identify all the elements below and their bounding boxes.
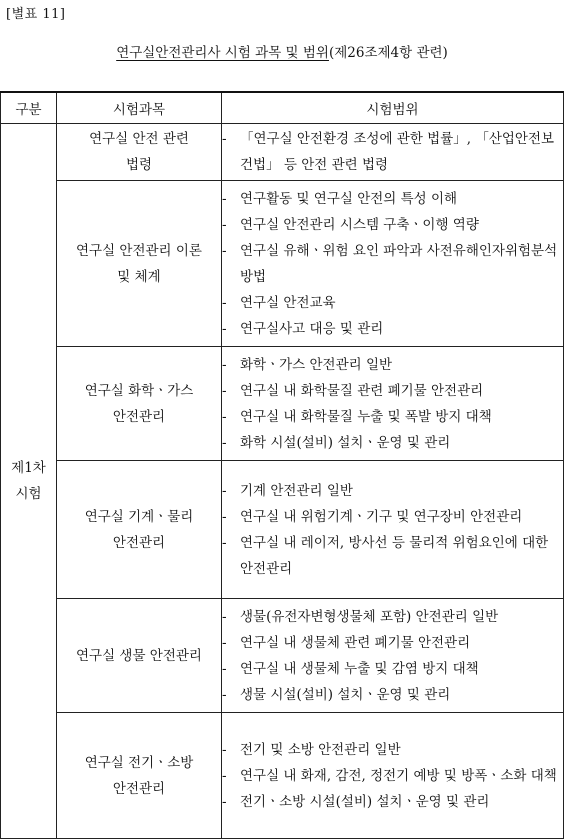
subject-cell: 연구실 기계ㆍ물리 안전관리 xyxy=(57,461,222,599)
scope-item xyxy=(222,316,563,342)
table-row xyxy=(1,347,564,461)
scope-item xyxy=(222,682,563,708)
bullet-dash: - xyxy=(222,382,227,399)
scope-item-text: 연구실 내 레이저, 방사선 등 물리적 위험요인에 대한 안전관리 xyxy=(240,534,549,577)
table-row xyxy=(1,181,564,347)
scope-list xyxy=(222,478,563,582)
scope-item xyxy=(222,604,563,630)
bullet-dash: - xyxy=(222,686,227,703)
table-row xyxy=(1,124,564,181)
scope-item xyxy=(222,789,563,815)
bullet-dash: - xyxy=(222,634,227,651)
table-row xyxy=(1,713,564,839)
scope-item-text: 연구실 유해ㆍ위험 요인 파악과 사전유해인자위험분석 방법 xyxy=(240,242,558,285)
scope-cell xyxy=(222,713,564,839)
appendix-label: [별표 11] xyxy=(6,7,66,22)
scope-list xyxy=(222,737,563,815)
bullet-dash: - xyxy=(222,482,227,499)
scope-item-text: 전기 및 소방 안전관리 일반 xyxy=(240,741,401,758)
bullet-dash: - xyxy=(222,294,227,311)
document-title xyxy=(0,41,564,61)
bullet-dash: - xyxy=(222,216,227,233)
bullet-dash: - xyxy=(222,660,227,677)
header-subject: 시험과목 xyxy=(57,92,222,124)
scope-item xyxy=(222,290,563,316)
scope-item-text: 연구실 안전관리 시스템 구축ㆍ이행 역량 xyxy=(240,216,479,233)
scope-item xyxy=(222,763,563,789)
scope-item xyxy=(222,404,563,430)
scope-list xyxy=(222,352,563,456)
table-row xyxy=(1,599,564,713)
scope-item xyxy=(222,212,563,238)
bullet-dash: - xyxy=(222,508,227,525)
scope-item xyxy=(222,630,563,656)
bullet-dash: - xyxy=(222,608,227,625)
document-title-reference: (제26조제4항 관련) xyxy=(328,45,448,61)
scope-item xyxy=(222,530,563,582)
division-cell: 제1차 시험 xyxy=(1,124,57,839)
document-title-main: 연구실안전관리사 시험 과목 및 범위 xyxy=(116,45,329,61)
scope-item-text: 연구실 안전교육 xyxy=(240,294,336,311)
scope-item-text: 연구실 내 생물체 누출 및 감염 방지 대책 xyxy=(240,660,479,677)
subject-cell: 연구실 생물 안전관리 xyxy=(57,599,222,713)
scope-item xyxy=(222,352,563,378)
scope-cell xyxy=(222,599,564,713)
bullet-dash: - xyxy=(222,320,227,337)
scope-item xyxy=(222,737,563,763)
scope-cell xyxy=(222,181,564,347)
bullet-dash: - xyxy=(222,534,227,551)
scope-item xyxy=(222,186,563,212)
scope-item-text: 「연구실 안전환경 조성에 관한 법률」, 「산업안전보건법」 등 안전 관련 법령 xyxy=(240,131,555,173)
table-row xyxy=(1,461,564,599)
scope-item-text: 연구실 내 생물체 관련 폐기물 안전관리 xyxy=(240,634,471,651)
header-division: 구분 xyxy=(1,92,57,124)
scope-item-text: 연구실 내 화재, 감전, 정전기 예방 및 방폭ㆍ소화 대책 xyxy=(240,767,557,784)
scope-item-text: 연구실 내 위험기계ㆍ기구 및 연구장비 안전관리 xyxy=(240,508,523,525)
scope-cell xyxy=(222,347,564,461)
scope-item-text: 연구실 내 화학물질 누출 및 폭발 방지 대책 xyxy=(240,408,492,425)
scope-item-text: 연구실사고 대응 및 관리 xyxy=(240,320,384,337)
scope-item-text: 전기ㆍ소방 시설(설비) 설치ㆍ운영 및 관리 xyxy=(240,793,490,810)
scope-item xyxy=(222,656,563,682)
bullet-dash: - xyxy=(222,408,227,425)
header-scope: 시험범위 xyxy=(222,92,564,124)
bullet-dash: - xyxy=(222,242,227,259)
bullet-dash: - xyxy=(222,356,227,373)
bullet-dash: - xyxy=(222,131,227,147)
bullet-dash: - xyxy=(222,190,227,207)
scope-item xyxy=(222,478,563,504)
scope-item-text: 화학 시설(설비) 설치ㆍ운영 및 관리 xyxy=(240,434,451,451)
scope-item xyxy=(222,126,563,178)
scope-item-text: 기계 안전관리 일반 xyxy=(240,482,353,499)
table-header-row xyxy=(1,92,564,124)
scope-item-text: 화학ㆍ가스 안전관리 일반 xyxy=(240,356,393,373)
exam-scope-table xyxy=(0,91,564,839)
subject-cell: 연구실 화학ㆍ가스 안전관리 xyxy=(57,347,222,461)
bullet-dash: - xyxy=(222,793,227,810)
subject-cell: 연구실 안전 관련 법령 xyxy=(57,124,222,181)
scope-item-text: 연구활동 및 연구실 안전의 특성 이해 xyxy=(240,190,458,207)
scope-cell xyxy=(222,124,564,181)
scope-cell xyxy=(222,461,564,599)
subject-cell: 연구실 안전관리 이론 및 체계 xyxy=(57,181,222,347)
scope-item-text: 연구실 내 화학물질 관련 폐기물 안전관리 xyxy=(240,382,484,399)
scope-item xyxy=(222,238,563,290)
scope-item-text: 생물(유전자변형생물체 포함) 안전관리 일반 xyxy=(240,608,499,625)
table-body xyxy=(1,124,564,839)
bullet-dash: - xyxy=(222,434,227,451)
scope-list xyxy=(222,186,563,342)
scope-item xyxy=(222,504,563,530)
scope-item xyxy=(222,378,563,404)
scope-item xyxy=(222,430,563,456)
scope-list xyxy=(222,604,563,708)
scope-item-text: 생물 시설(설비) 설치ㆍ운영 및 관리 xyxy=(240,686,451,703)
scope-list xyxy=(222,126,563,178)
bullet-dash: - xyxy=(222,767,227,784)
subject-cell: 연구실 전기ㆍ소방 안전관리 xyxy=(57,713,222,839)
bullet-dash: - xyxy=(222,741,227,758)
